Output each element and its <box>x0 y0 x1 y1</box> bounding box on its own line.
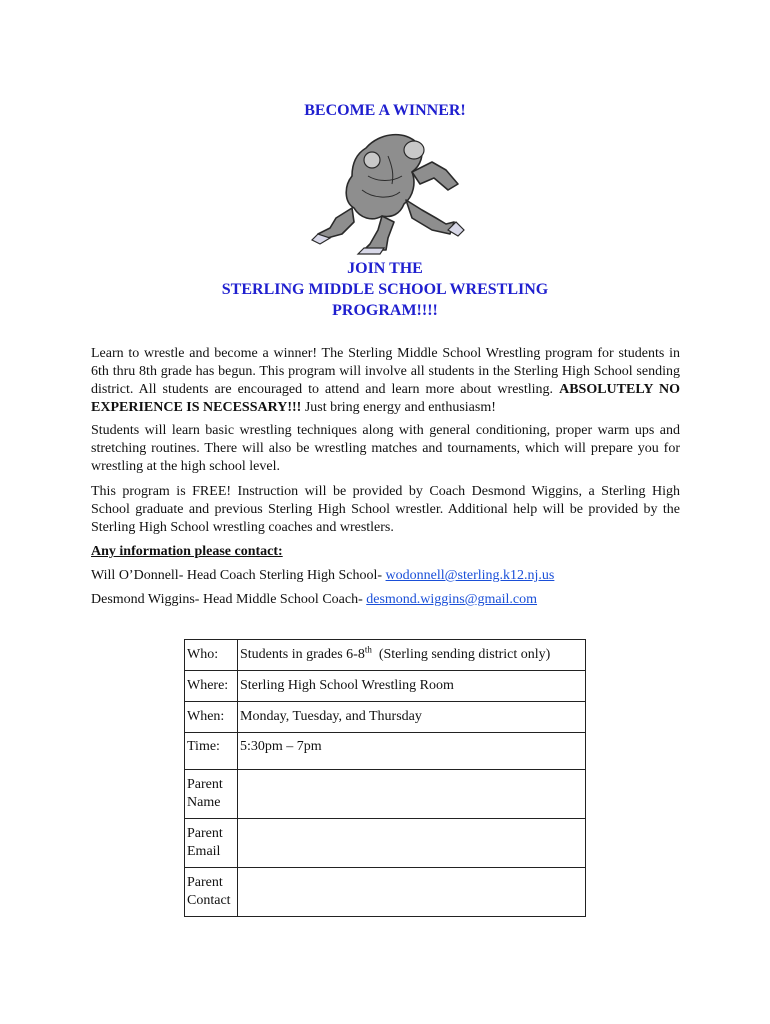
intro-paragraph <box>91 345 680 417</box>
who-value-text: Students in grades 6-8 <box>240 647 365 662</box>
when-value: Monday, Tuesday, and Thursday <box>238 702 586 733</box>
intro-text: Learn to wrestle and become a winner! The Sterling Middle School Wrestling program for students in 6th thru 8th grade has begun. This program will involve all students in the Sterling High School sending district. All students are encouraged to attend and learn more about wrestling. <box>91 346 680 397</box>
headline-become-winner: BECOME A WINNER! <box>304 102 466 119</box>
no-experience-note: ABSOLUTELY NO EXPERIENCE IS NECESSARY!!! <box>91 382 680 415</box>
parent-contact-label-l2: Contact <box>187 893 231 908</box>
headline-join-program <box>0 258 770 321</box>
parent-name-field[interactable] <box>238 770 586 819</box>
parent-name-label-l2: Name <box>187 795 221 810</box>
parent-name-label-l1: Parent <box>187 777 223 792</box>
parent-contact-label <box>185 868 238 917</box>
contact-heading: Any information please contact: <box>91 544 283 559</box>
techniques-paragraph: Students will learn basic wrestling techniques along with general conditioning, proper warm ups and stretching routines. There will also be wrestling matches and tournaments, which will prepare you for wrestling at the high school level. <box>91 423 680 474</box>
time-value: 5:30pm – 7pm <box>238 733 586 770</box>
parent-email-label <box>185 819 238 868</box>
where-label: Where: <box>185 671 238 702</box>
contact-line-ms-coach <box>91 591 680 609</box>
parent-email-label-l1: Parent <box>187 826 223 841</box>
headline-join-line3: PROGRAM!!!! <box>332 302 438 319</box>
parent-email-field[interactable] <box>238 819 586 868</box>
email-link-head-coach[interactable]: wodonnell@sterling.k12.nj.us <box>385 568 555 583</box>
contact-label: Will O’Donnell- Head Coach Sterling High School- <box>91 568 386 583</box>
parent-email-label-l2: Email <box>187 844 221 859</box>
where-value: Sterling High School Wrestling Room <box>238 671 586 702</box>
program-info-table <box>184 639 586 917</box>
contact-line-head-coach <box>91 567 680 585</box>
headline-join-line2: STERLING MIDDLE SCHOOL WRESTLING <box>221 281 549 298</box>
table-row-parent-name <box>185 770 586 819</box>
intro-tail: Just bring energy and enthusiasm! <box>301 400 496 415</box>
table-row-when <box>185 702 586 733</box>
contact-label: Desmond Wiggins- Head Middle School Coach- <box>91 592 367 607</box>
headline-join-line1: JOIN THE <box>347 260 423 277</box>
time-label: Time: <box>185 733 238 770</box>
when-label: When: <box>185 702 238 733</box>
table-row-time <box>185 733 586 770</box>
who-value <box>238 640 586 671</box>
wrestlers-illustration <box>308 126 470 256</box>
parent-contact-field[interactable] <box>238 868 586 917</box>
table-row-who <box>185 640 586 671</box>
free-program-paragraph: This program is FREE! Instruction will be provided by Coach Desmond Wiggins, a Sterling High School graduate and previous Sterling High School wrestler. Additional help will be provided by the Sterling High School wrestling coaches and wrestlers. <box>91 484 680 535</box>
table-row-where <box>185 671 586 702</box>
who-label: Who: <box>185 640 238 671</box>
table-row-parent-contact <box>185 868 586 917</box>
who-value-sup: th <box>364 644 372 655</box>
table-row-parent-email <box>185 819 586 868</box>
parent-contact-label-l1: Parent <box>187 875 223 890</box>
parent-name-label <box>185 770 238 819</box>
email-link-ms-coach[interactable]: desmond.wiggins@gmail.com <box>366 592 538 607</box>
who-value-note: (Sterling sending district only) <box>371 647 551 662</box>
